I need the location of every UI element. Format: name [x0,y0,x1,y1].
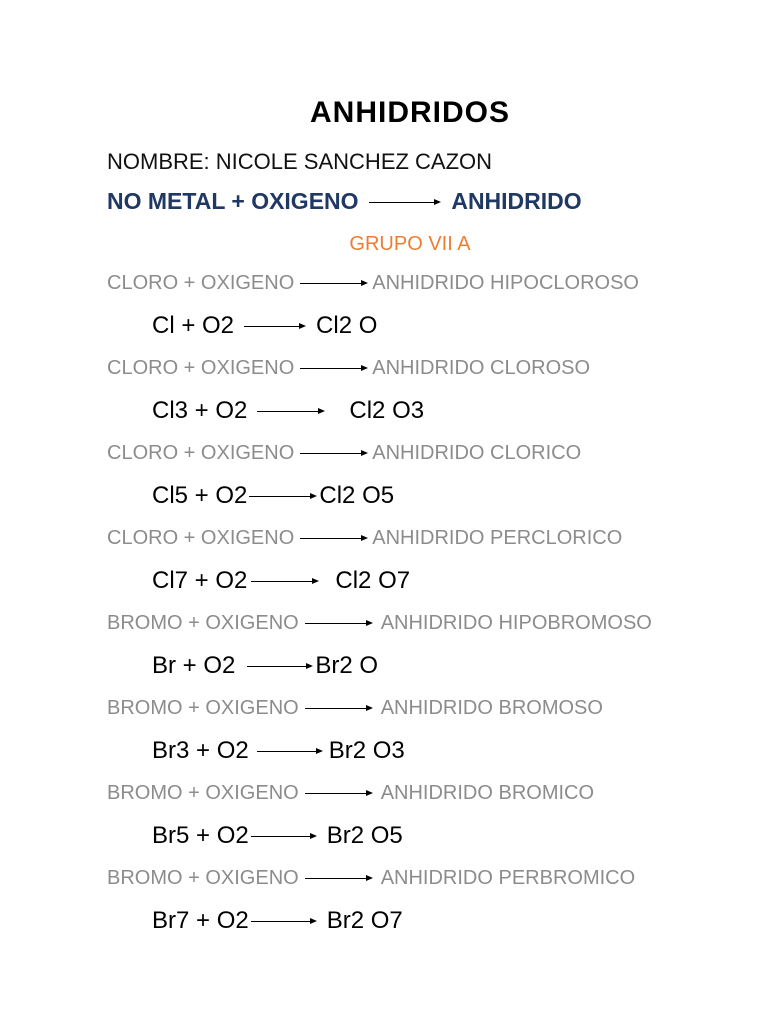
formula-product: Br2 O7 [326,907,403,934]
arrow-icon [251,581,319,583]
formula-product: Br2 O [315,652,379,679]
formula-reactants: Br3 + O2 [152,737,249,764]
arrow-icon [247,666,313,668]
arrow-icon [369,202,441,204]
group-heading: GRUPO VII A [349,233,471,255]
formula-product: Cl2 O [316,312,378,339]
word-reactants: BROMO + OXIGENO [107,867,299,889]
word-reactants: BROMO + OXIGENO [107,697,299,719]
arrow-icon [257,751,323,753]
arrow-icon [300,368,368,370]
reaction-formula [152,907,403,935]
reaction-words [107,272,639,295]
reaction-words [107,612,652,635]
word-product: ANHIDRIDO BROMOSO [380,697,603,719]
arrow-icon [305,623,373,625]
arrow-icon [244,326,306,328]
word-product: ANHIDRIDO HIPOCLOROSO [372,272,639,294]
arrow-icon [251,921,317,923]
arrow-icon [300,283,368,285]
word-product: ANHIDRIDO CLORICO [372,442,582,464]
word-product: ANHIDRIDO HIPOBROMOSO [380,612,652,634]
arrow-icon [300,453,368,455]
arrow-icon [249,496,317,498]
reaction-formula [152,822,403,850]
rule-product: ANHIDRIDO [451,188,582,214]
reaction-words [107,442,581,465]
rule-reactants: NO METAL + OXIGENO [107,188,359,214]
arrow-icon [305,878,373,880]
formula-reactants: Cl3 + O2 [152,397,248,424]
reaction-formula [152,652,378,680]
word-product: ANHIDRIDO PERCLORICO [372,527,623,549]
reaction-formula [152,482,394,510]
arrow-icon [300,538,368,540]
word-reactants: CLORO + OXIGENO [107,442,295,464]
formula-product: Cl2 O3 [349,397,425,424]
reaction-words [107,697,603,720]
reaction-formula [152,312,377,340]
formula-reactants: Cl5 + O2 [152,482,248,509]
formula-reactants: Cl7 + O2 [152,567,248,594]
formula-reactants: Cl + O2 [152,312,235,339]
general-rule [107,188,582,215]
reaction-formula [152,397,424,425]
word-product: ANHIDRIDO PERBROMICO [380,867,636,889]
word-reactants: BROMO + OXIGENO [107,782,299,804]
word-product: ANHIDRIDO BROMICO [380,782,595,804]
arrow-icon [251,836,317,838]
formula-reactants: Br + O2 [152,652,236,679]
reaction-formula [152,567,410,595]
formula-product: Br2 O3 [328,737,405,764]
student-name: NOMBRE: NICOLE SANCHEZ CAZON [107,149,493,174]
formula-product: Br2 O5 [326,822,403,849]
word-product: ANHIDRIDO CLOROSO [372,357,591,379]
arrow-icon [305,708,373,710]
formula-product: Cl2 O7 [335,567,411,594]
formula-reactants: Br5 + O2 [152,822,249,849]
word-reactants: CLORO + OXIGENO [107,527,295,549]
arrow-icon [257,411,325,413]
reaction-words [107,867,635,890]
formula-product: Cl2 O5 [319,482,395,509]
reaction-words [107,782,594,805]
word-reactants: CLORO + OXIGENO [107,357,295,379]
word-reactants: BROMO + OXIGENO [107,612,299,634]
formula-reactants: Br7 + O2 [152,907,249,934]
reaction-words [107,527,622,550]
reaction-words [107,357,590,380]
page-title: ANHIDRIDOS [309,96,510,129]
reaction-formula [152,737,405,765]
word-reactants: CLORO + OXIGENO [107,272,295,294]
arrow-icon [305,793,373,795]
